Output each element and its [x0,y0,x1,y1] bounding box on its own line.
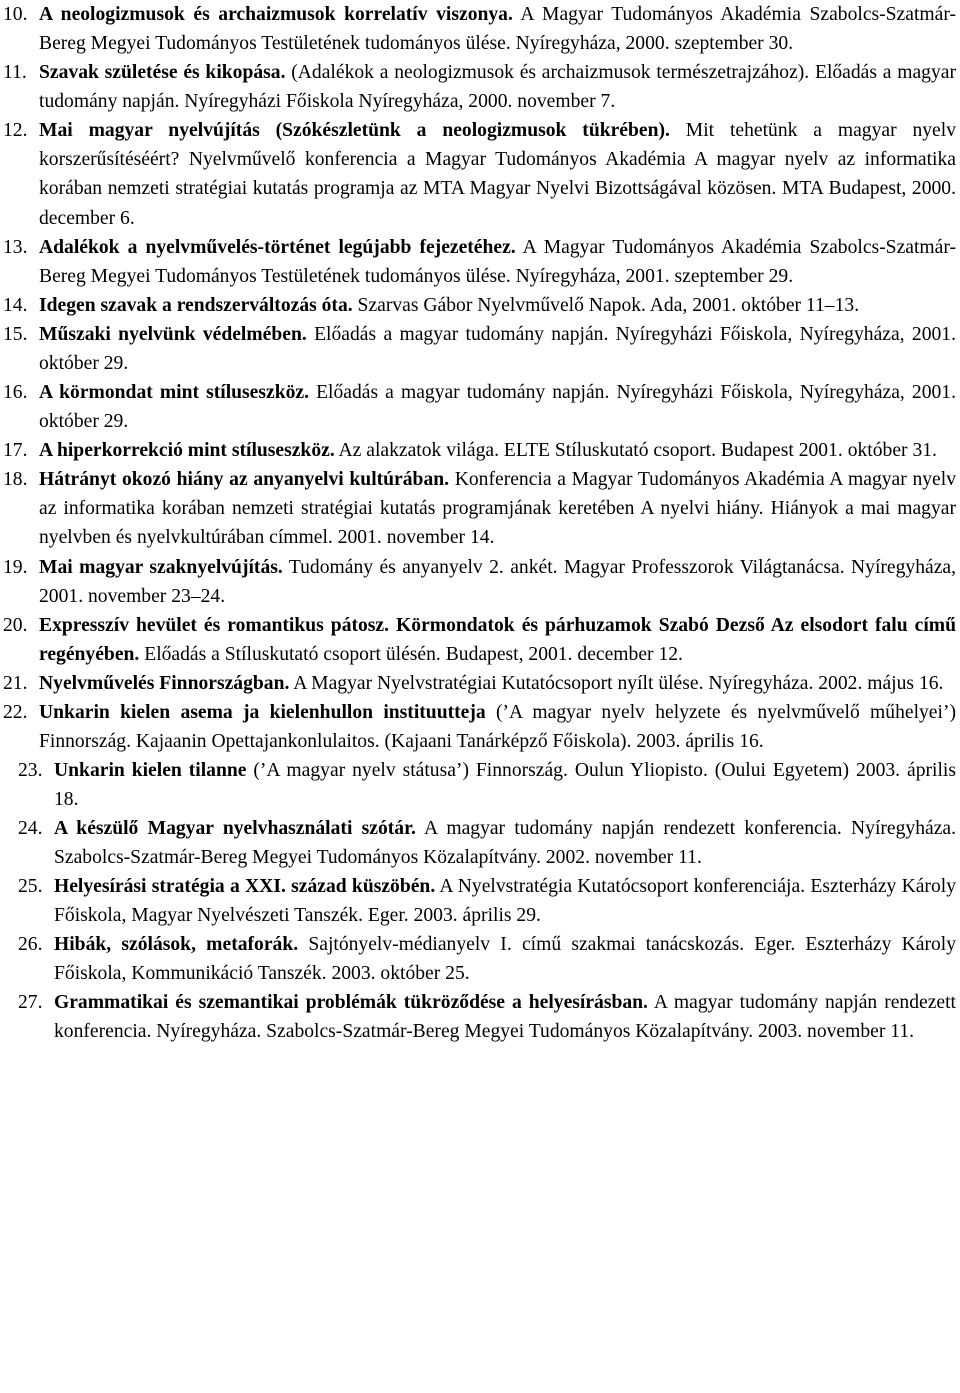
list-item [3,233,956,291]
item-number: 11. [3,62,27,83]
list-item [3,436,956,465]
list-item [3,378,956,436]
item-number: 15. [3,324,28,345]
item-details: Szarvas Gábor Nyelvművelő Napok. Ada, 2001. október 11–13. [352,295,860,316]
item-number: 14. [3,295,28,316]
item-number: 26. [18,934,43,955]
item-title: Expresszív hevület és romantikus pátosz. Körmondatok és párhuzamok Szabó Dezső Az elsodort falu című regényében. [39,615,956,666]
item-title: Műszaki nyelvünk védelmében. [39,324,307,345]
list-item [3,0,956,58]
item-details: Előadás a Stíluskutató csoport ülésén. Budapest, 2001. december 12. [139,644,683,666]
item-details: A magyar tudomány napján rendezett konferencia. Nyíregyháza. Szabolcs-Szatmár-Bereg Megyei Tudományos Közalapítvány. 2002. november 11. [54,818,956,869]
item-details: Előadás a magyar tudomány napján. Nyíregyházi Főiskola, Nyíregyháza, 2001. október 29. [39,382,956,433]
item-title: Idegen szavak a rendszerváltozás óta. [39,295,353,316]
item-details: Tudomány és anyanyelv 2. ankét. Magyar Professzorok Világtanácsa. Nyíregyháza, 2001. november 23–24. [39,557,956,608]
item-details: A Magyar Nyelvstratégiai Kutatócsoport nyílt ülése. Nyíregyháza. 2002. május 16. [289,673,944,694]
item-details: A Magyar Tudományos Akadémia Szabolcs-Szatmár-Bereg Megyei Tudományos Testületének tudományos ülése. Nyíregyháza, 2001. szeptember 29. [39,237,957,288]
item-details: A Magyar Tudományos Akadémia Szabolcs-Szatmár-Bereg Megyei Tudományos Testületének tudományos ülése. Nyíregyháza, 2000. szeptember 30. [39,4,956,55]
list-item [3,930,956,988]
list-item [3,291,956,320]
item-number: 13. [3,237,28,258]
list-item [3,611,956,669]
list-item [3,814,956,872]
item-number: 16. [3,382,28,403]
item-title: Hátrányt okozó hiány az anyanyelvi kultúrában. [39,469,450,490]
item-title: A készülő Magyar nyelvhasználati szótár. [54,818,416,839]
list-item [3,116,956,233]
item-title: Unkarin kielen tilanne [54,760,247,781]
item-number: 22. [3,702,28,723]
list-item [3,988,956,1046]
list-item [3,756,956,814]
item-title: A körmondat mint stíluseszköz. [39,382,309,403]
item-details: Mit tehetünk a magyar nyelv korszerűsítéséért? Nyelvművelő konferencia a Magyar Tudományos Akadémia A magyar nyelv az informatika korában nemzeti stratégiai kutatás programja az MTA Magyar Nyelvi Bizottságával közösen. MTA Budapest, 2000. december 6. [39,120,956,229]
item-details: Előadás a magyar tudomány napján. Nyíregyházi Főiskola, Nyíregyháza, 2001. október 29. [39,324,956,375]
item-details: Konferencia a Magyar Tudományos Akadémia A magyar nyelv az informatika korában nemzeti stratégiai kutatás programjának keretében A nyelvi hiány. Hiányok a mai magyar nyelvben és nyelvkultúrában címmel. 2001. november 14. [39,469,956,549]
item-number: 18. [3,469,28,490]
item-title: Mai magyar szaknyelvújítás. [39,557,283,578]
item-title: Hibák, szólások, metaforák. [54,934,299,955]
list-item [3,872,956,930]
item-details: A magyar tudomány napján rendezett konferencia. Nyíregyháza. Szabolcs-Szatmár-Bereg Megyei Tudományos Közalapítvány. 2003. november 11. [54,992,956,1043]
item-title: Adalékok a nyelvművelés-történet legújabb fejezetéhez. [39,237,516,258]
item-title: A hiperkorrekció mint stíluseszköz. [39,440,335,461]
item-details: A Nyelvstratégia Kutatócsoport konferenciája. Eszterházy Károly Főiskola, Magyar Nyelvészeti Tanszék. Eger. 2003. április 29. [54,876,956,927]
item-number: 21. [3,673,28,694]
item-number: 19. [3,557,28,578]
item-title: Szavak születése és kikopása. [39,62,286,83]
item-title: Grammatikai és szemantikai problémák tükröződése a helyesírásban. [54,992,648,1013]
item-number: 27. [18,992,43,1013]
item-title: Unkarin kielen asema ja kielenhullon instituutteja [39,702,486,723]
item-number: 20. [3,615,28,636]
item-number: 12. [3,120,28,141]
item-title: Helyesírási stratégia a XXI. század küszöbén. [54,876,436,897]
item-details: (’A magyar nyelv helyzete és nyelvművelő műhelyei’) Finnország. Kajaanin Opettajankonlulaitos. (Kajaani Tanárképző Főiskola). 2003. április 16. [39,702,956,753]
item-title: A neologizmusok és archaizmusok korrelatív viszonya. [39,4,513,25]
item-details: Sajtónyelv-médianyelv I. című szakmai tanácskozás. Eger. Eszterházy Károly Főiskola, Kommunikáció Tanszék. 2003. október 25. [54,934,956,985]
list-item [3,320,956,378]
item-title: Nyelvművelés Finnországban. [39,673,290,694]
list-item [3,465,956,553]
list-item [3,58,956,116]
item-number: 25. [18,876,43,897]
item-details: (’A magyar nyelv státusa’) Finnország. Oulun Yliopisto. (Oului Egyetem) 2003. április 18. [54,760,956,811]
item-number: 23. [18,760,43,781]
item-title: Mai magyar nyelvújítás (Szókészletünk a neologizmusok tükrében). [39,120,670,141]
list-item [3,669,956,698]
list-item [3,698,956,756]
item-number: 17. [3,440,28,461]
item-number: 10. [3,4,28,25]
list-item [3,553,956,611]
item-details: (Adalékok a neologizmusok és archaizmusok természetrajzához). Előadás a magyar tudomány napján. Nyíregyházi Főiskola Nyíregyháza, 2000. november 7. [39,62,956,113]
item-number: 24. [18,818,43,839]
item-details: Az alakzatok világa. ELTE Stíluskutató csoport. Budapest 2001. október 31. [334,440,937,461]
